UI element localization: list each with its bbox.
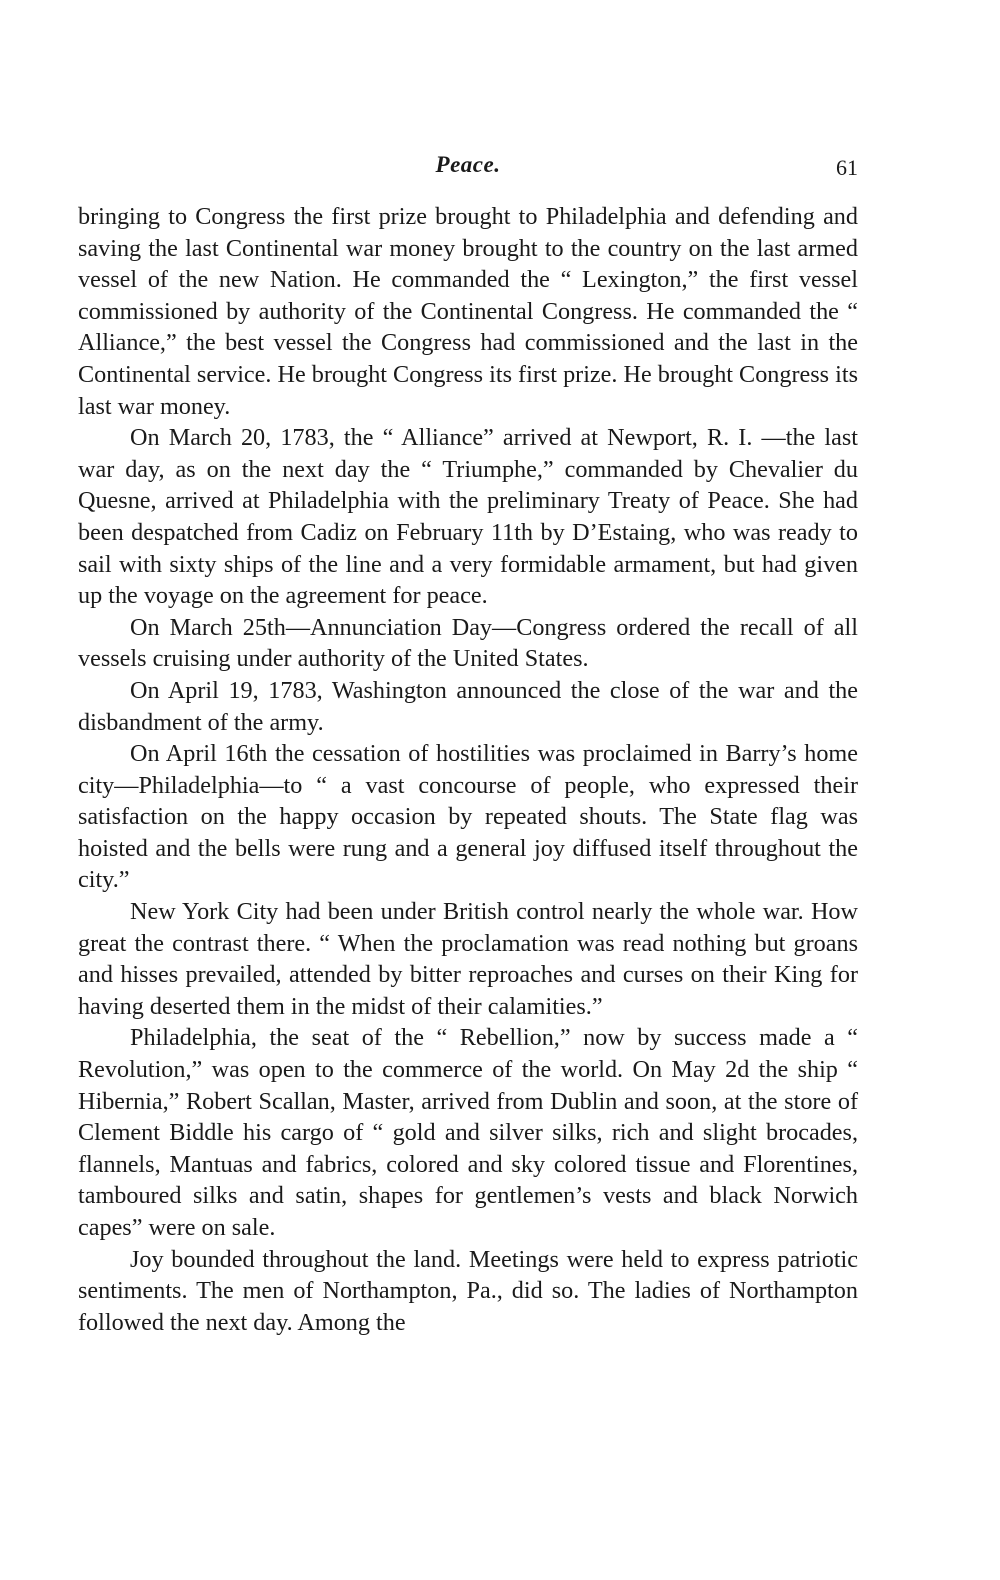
running-title: Peace.: [435, 152, 501, 177]
paragraph-hibernia-cargo: Philadelphia, the seat of the “ Rebellion,” now by success made a “ Revolution,” was open to the commerce of the world. On May 2d the ship “ Hibernia,” Robert Scallan, Master, arrived from Dublin and soon, at the store of Clement Biddle his cargo of “ gold and silver silks, rich and slight brocades, flannels, Mantuas and fabrics, colored and sky colored tissue and Florentines, tamboured silks and satin, shapes for gentlemen’s vests and black Norwich capes” were on sale.: [78, 1024, 858, 1241]
paragraph-continued: bringing to Congress the first prize brought to Philadelphia and defending and saving the last Continental war money brought to the country on the last armed vessel of the new Nation. He commanded the “ Lexington,” the first vessel commissioned by authority of the Continental Congress. He commanded the “ Alliance,” the best vessel the Congress had commissioned and the last in the Continental service. He brought Congress its first prize. He brought Congress its last war money.: [78, 203, 858, 420]
paragraph-alliance-arrival: On March 20, 1783, the “ Alliance” arrived at Newport, R. I. —the last war day, as on the next day the “ Triumphe,” commanded by Chevalier du Quesne, arrived at Philadelphia with the preliminary Treaty of Peace. She had been despatched from Cadiz on February 11th by D’Estaing, who was ready to sail with sixty ships of the line and a very formidable armament, but had given up the voyage on the agreement for peace.: [78, 424, 858, 610]
paragraph-annunciation-day: On March 25th—Annunciation Day—Congress ordered the recall of all vessels cruising under authority of the United States.: [78, 613, 858, 673]
paragraph-northampton: Joy bounded throughout the land. Meetings were held to express patriotic sentiments. The men of Northampton, Pa., did so. The ladies of Northampton followed the next day. Among the: [78, 1245, 858, 1336]
paragraph-washington-announcement: On April 19, 1783, Washington announced the close of the war and the disbandment of the army.: [78, 676, 858, 736]
running-head: [78, 152, 858, 186]
page-number: 61: [836, 155, 858, 180]
body-text: [78, 201, 858, 1338]
paragraph-new-york: New York City had been under British control nearly the whole war. How great the contrast there. “ When the proclamation was read nothing but groans and hisses prevailed, attended by bitter reproaches and curses on their King for having deserted them in the midst of their calamities.”: [78, 898, 858, 1020]
paragraph-philadelphia-proclamation: On April 16th the cessation of hostilities was proclaimed in Barry’s home city—Philadelphia—to “ a vast concourse of people, who expressed their satisfaction on the happy occasion by repeated shouts. The State flag was hoisted and the bells were rung and a general joy diffused itself throughout the city.”: [78, 740, 858, 894]
